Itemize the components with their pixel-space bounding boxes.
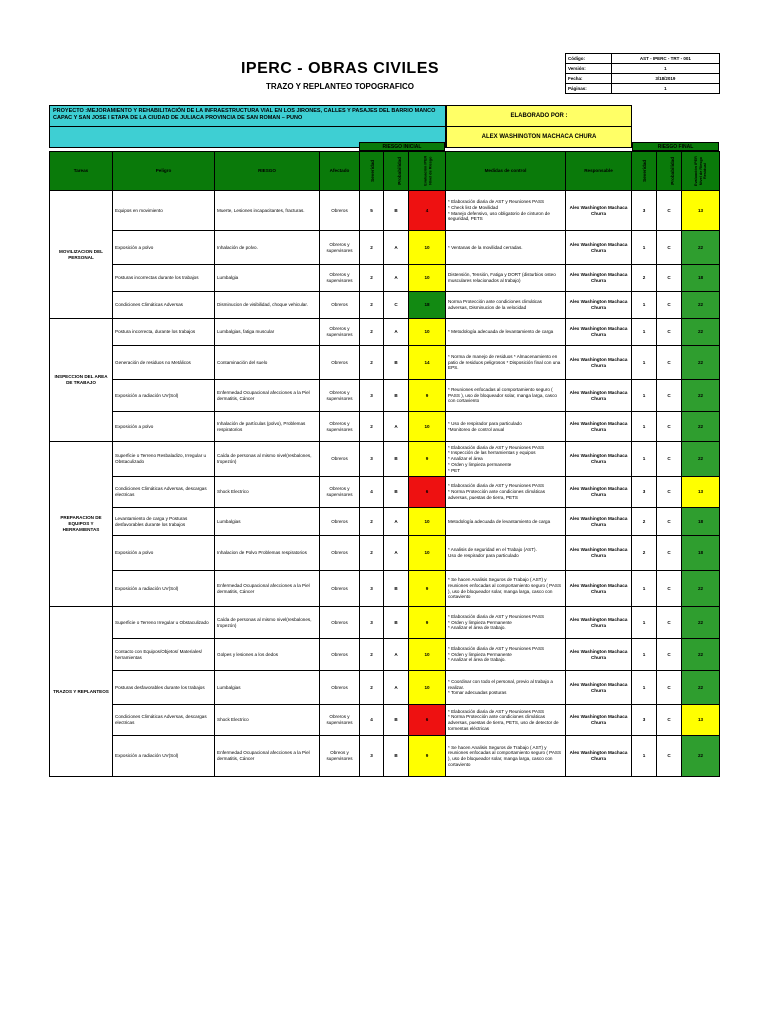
meta-label: Páginas:	[566, 84, 612, 94]
peligro-cell: Exposición a polvo	[113, 536, 215, 571]
riesgo-cell: Lumbalgias	[215, 508, 320, 536]
probabilidad-cell: C	[384, 292, 409, 319]
severidad-final-cell: 2	[632, 265, 657, 292]
severidad-cell: 2	[360, 292, 384, 319]
severidad-cell: 2	[360, 508, 384, 536]
col-probabilidad-final-label: Probabilidad	[670, 157, 676, 185]
peligro-cell: Superficie o Terreno Irregular u Obstaculizado	[113, 607, 215, 639]
medidas-cell: * Elaboración diaria de AST y Reuniones PASS * Orden y limpieza Permanente * Analizar el área de trabajo.	[446, 607, 566, 639]
col-nivel-final-label: Evaluación IPER Nivel de Riesgo Residual	[693, 156, 708, 186]
responsable-cell: Alex Washington Machaca Churra	[566, 191, 632, 231]
afectado-cell: Obreros	[320, 639, 360, 671]
probabilidad-final-cell: C	[657, 536, 682, 571]
table-row	[50, 607, 720, 639]
probabilidad-cell: A	[384, 265, 409, 292]
meta-row	[566, 64, 720, 74]
peligro-cell: Contacto con Equipos/Objetos/ Materiales/ herramientas	[113, 639, 215, 671]
table-row	[50, 265, 720, 292]
col-riesgo: RIESGO	[215, 152, 320, 191]
nivel-final-cell: 22	[682, 412, 720, 442]
nivel-cell: 9	[409, 736, 446, 777]
medidas-cell: * Uso de respirador para particulado *Monitoreo de control anual	[446, 412, 566, 442]
severidad-final-cell: 3	[632, 191, 657, 231]
riesgo-cell: Enfermedad Ocupacional afecciones a la Piel dermatitis, Cáncer	[215, 571, 320, 607]
peligro-cell: Posturas desfavorables durante los trabajos	[113, 671, 215, 705]
probabilidad-final-cell: C	[657, 292, 682, 319]
col-afectado: Afectado	[320, 152, 360, 191]
responsable-cell: Alex Washington Machaca Churra	[566, 442, 632, 477]
probabilidad-final-cell: C	[657, 265, 682, 292]
nivel-final-cell: 22	[682, 380, 720, 412]
meta-value: 1	[611, 64, 719, 74]
severidad-final-cell: 3	[632, 477, 657, 508]
peligro-cell: Generación de residuos no Metálicos	[113, 346, 215, 380]
riesgo-cell: Lumbalgias	[215, 671, 320, 705]
medidas-cell: * Norma de manejo de residuos * Almacenamiento en patio de residuos peligrosos * Disposición final con una EPS.	[446, 346, 566, 380]
severidad-cell: 3	[360, 571, 384, 607]
afectado-cell: Obreros	[320, 442, 360, 477]
elaborado-label: ELABORADO POR :	[446, 105, 632, 127]
probabilidad-final-cell: C	[657, 319, 682, 346]
severidad-cell: 2	[360, 412, 384, 442]
probabilidad-cell: A	[384, 671, 409, 705]
afectado-cell: Obreros y supervisores	[320, 231, 360, 265]
nivel-final-cell: 22	[682, 571, 720, 607]
peligro-cell: Condiciones Climáticas Adversas, descargas electricas	[113, 477, 215, 508]
afectado-cell: Obreros y supervisores	[320, 412, 360, 442]
nivel-cell: 9	[409, 607, 446, 639]
probabilidad-final-cell: C	[657, 412, 682, 442]
responsable-cell: Alex Washington Machaca Churra	[566, 292, 632, 319]
probabilidad-cell: B	[384, 191, 409, 231]
medidas-cell: * Elaboración diaria de AST y Reuniones PASS * Norma Protección ante condiciones climáticas adversas, puestas de tierra, PETS	[446, 477, 566, 508]
responsable-cell: Alex Washington Machaca Churra	[566, 231, 632, 265]
tarea-cell: MOVILIZACION DEL PERSONAL	[50, 191, 113, 319]
riesgo-final-header: RIESGO FINAL	[632, 142, 719, 151]
afectado-cell: Obreros	[320, 191, 360, 231]
severidad-cell: 4	[360, 477, 384, 508]
responsable-cell: Alex Washington Machaca Churra	[566, 319, 632, 346]
severidad-final-cell: 1	[632, 380, 657, 412]
medidas-cell: * Ventanas de la movilidad cerradas.	[446, 231, 566, 265]
meta-label: Código:	[566, 54, 612, 64]
severidad-final-cell: 1	[632, 571, 657, 607]
responsable-cell: Alex Washington Machaca Churra	[566, 508, 632, 536]
severidad-final-cell: 2	[632, 536, 657, 571]
afectado-cell: Obreros	[320, 671, 360, 705]
riesgo-cell: Shock Electrico	[215, 705, 320, 736]
probabilidad-cell: A	[384, 508, 409, 536]
probabilidad-final-cell: C	[657, 442, 682, 477]
peligro-cell: Postura incorrecta, durante los trabajos	[113, 319, 215, 346]
riesgo-cell: Muerte, Lesiones incapacitantes, fracturas.	[215, 191, 320, 231]
iperc-table	[49, 151, 720, 777]
tarea-cell: PREPARACION DE EQUIPOS Y HERRAMIENTAS	[50, 442, 113, 607]
severidad-final-cell: 1	[632, 607, 657, 639]
severidad-cell: 3	[360, 607, 384, 639]
meta-label: Fecha:	[566, 74, 612, 84]
probabilidad-cell: B	[384, 442, 409, 477]
riesgo-cell: Inhalacion de Polvo Problemas respiratorios	[215, 536, 320, 571]
nivel-final-cell: 13	[682, 191, 720, 231]
afectado-cell: Obreros	[320, 607, 360, 639]
medidas-cell: * Se hacen Analisis Seguros de Trabajo ( AST) y reuniones enfocadas al comportamiento seguro ( PASS ), uso de bloqueador solar, manga larga, casco con cortaviento	[446, 736, 566, 777]
responsable-cell: Alex Washington Machaca Churra	[566, 736, 632, 777]
nivel-cell: 10	[409, 231, 446, 265]
meta-row	[566, 54, 720, 64]
meta-label: Versión:	[566, 64, 612, 74]
col-severidad	[360, 152, 384, 191]
probabilidad-cell: A	[384, 639, 409, 671]
nivel-final-cell: 22	[682, 292, 720, 319]
riesgo-cell: Enfermedad Ocupacional afecciones a la Piel dermatitis, Cáncer	[215, 380, 320, 412]
nivel-final-cell: 13	[682, 477, 720, 508]
medidas-cell: Distensión, Tensión, Fatiga y DORT (disturbios osteo musculares relacionados al trabajo)	[446, 265, 566, 292]
nivel-final-cell: 22	[682, 639, 720, 671]
medidas-cell: * Metodología adecuada de levantamiento de carga	[446, 319, 566, 346]
peligro-cell: Condiciones Climáticas Adversas	[113, 292, 215, 319]
afectado-cell: Obreros y supervisores	[320, 477, 360, 508]
peligro-cell: Posturas incorrectas durante los trabajos	[113, 265, 215, 292]
col-probabilidad	[384, 152, 409, 191]
afectado-cell: Obreros y supervisores	[320, 265, 360, 292]
severidad-cell: 4	[360, 705, 384, 736]
col-severidad-final-label: Severidad	[642, 160, 648, 182]
probabilidad-cell: B	[384, 380, 409, 412]
probabilidad-cell: A	[384, 319, 409, 346]
medidas-cell: Metodología adecuada de levantamiento de carga	[446, 508, 566, 536]
nivel-final-cell: 18	[682, 508, 720, 536]
table-row	[50, 705, 720, 736]
probabilidad-cell: B	[384, 477, 409, 508]
peligro-cell: Exposición a radiación UV(Sol)	[113, 571, 215, 607]
responsable-cell: Alex Washington Machaca Churra	[566, 671, 632, 705]
afectado-cell: Obreros	[320, 571, 360, 607]
probabilidad-cell: B	[384, 607, 409, 639]
meta-value: 3/18/2019	[611, 74, 719, 84]
tarea-cell: INSPECCION DEL AREA DE TRABAJO	[50, 319, 113, 442]
tarea-cell: TRAZOS Y REPLANTEOS	[50, 607, 113, 777]
probabilidad-final-cell: C	[657, 191, 682, 231]
severidad-final-cell: 1	[632, 319, 657, 346]
probabilidad-final-cell: C	[657, 736, 682, 777]
table-body	[50, 191, 720, 777]
project-description: PROYECTO :MEJORAMIENTO Y REHABILITACIÓN DE LA INFRAESTRUCTURA VIAL EN LOS JIRONES, CALLES Y PASAJES DEL BARRIO MANCO CAPAC Y SAN JOSE I ETAPA DE LA CIUDAD DE JULIACA PROVINCIA DE SAN ROMAN – PUNO	[49, 105, 446, 127]
afectado-cell: Obreros y supervisores	[320, 319, 360, 346]
table-row	[50, 231, 720, 265]
afectado-cell: Obreros	[320, 536, 360, 571]
severidad-cell: 2	[360, 536, 384, 571]
nivel-final-cell: 22	[682, 319, 720, 346]
probabilidad-final-cell: C	[657, 705, 682, 736]
peligro-cell: Superficie o Terreno Resbaladizo, Irregular u Obstaculizado	[113, 442, 215, 477]
nivel-cell: 10	[409, 508, 446, 536]
nivel-cell: 10	[409, 265, 446, 292]
responsable-cell: Alex Washington Machaca Churra	[566, 571, 632, 607]
responsable-cell: Alex Washington Machaca Churra	[566, 536, 632, 571]
table-row	[50, 536, 720, 571]
responsable-cell: Alex Washington Machaca Churra	[566, 265, 632, 292]
probabilidad-final-cell: C	[657, 346, 682, 380]
medidas-cell: * Analisis de seguridad en el Trabajo (AST). Uso de respirador para particulado	[446, 536, 566, 571]
severidad-cell: 2	[360, 265, 384, 292]
severidad-cell: 2	[360, 671, 384, 705]
probabilidad-final-cell: C	[657, 231, 682, 265]
col-responsable: Responsable	[566, 152, 632, 191]
col-nivel-label: Evaluación IPER Nivel de Riesgo	[423, 156, 432, 186]
severidad-final-cell: 1	[632, 671, 657, 705]
responsable-cell: Alex Washington Machaca Churra	[566, 346, 632, 380]
table-row	[50, 639, 720, 671]
nivel-cell: 18	[409, 292, 446, 319]
col-probabilidad-label: Probabilidad	[397, 157, 403, 185]
riesgo-cell: Shock Electrico	[215, 477, 320, 508]
probabilidad-final-cell: C	[657, 477, 682, 508]
col-severidad-final	[632, 152, 657, 191]
medidas-cell: * Reuniones enfocadas al comportamiento seguro ( PASS ), uso de bloqueador solar, manga larga, casco con cortaviento	[446, 380, 566, 412]
peligro-cell: Exposición a radiación UV(Sol)	[113, 736, 215, 777]
meta-value: 1	[611, 84, 719, 94]
elaborado-por: ALEX WASHINGTON MACHACA CHURA	[446, 127, 632, 148]
medidas-cell: Norma Protección ante condiciones climáticas adversas, Disminucion de la velocidad	[446, 292, 566, 319]
col-nivel-final	[682, 152, 720, 191]
severidad-final-cell: 1	[632, 346, 657, 380]
nivel-cell: 9	[409, 442, 446, 477]
severidad-cell: 3	[360, 442, 384, 477]
col-tarea: Tareas	[50, 152, 113, 191]
severidad-cell: 2	[360, 231, 384, 265]
afectado-cell: Obreos y supervisores	[320, 736, 360, 777]
col-peligro: Peligro	[113, 152, 215, 191]
table-row	[50, 319, 720, 346]
nivel-cell: 14	[409, 346, 446, 380]
probabilidad-final-cell: C	[657, 380, 682, 412]
responsable-cell: Alex Washington Machaca Churra	[566, 639, 632, 671]
riesgo-cell: Inhalación de polvo.	[215, 231, 320, 265]
medidas-cell: * Elaboración diaria de AST y Reuniones PASS * Check list de Movilidad * Manejo defensivo, uso obligatorio de cinturon de seguridad, PETS	[446, 191, 566, 231]
nivel-cell: 4	[409, 191, 446, 231]
medidas-cell: * Elaboración diaria de AST y Reuniones PASS * Orden y limpieza Permanente * Analizar el área de trabajo.	[446, 639, 566, 671]
responsable-cell: Alex Washington Machaca Churra	[566, 607, 632, 639]
severidad-cell: 2	[360, 346, 384, 380]
severidad-cell: 3	[360, 736, 384, 777]
col-medidas: Medidas de control	[446, 152, 566, 191]
nivel-final-cell: 22	[682, 231, 720, 265]
severidad-cell: 2	[360, 319, 384, 346]
riesgo-cell: Lumbalgia	[215, 265, 320, 292]
table-row	[50, 412, 720, 442]
peligro-cell: Exposición a radiación UV(Sol)	[113, 380, 215, 412]
col-nivel	[409, 152, 446, 191]
nivel-final-cell: 22	[682, 671, 720, 705]
afectado-cell: Obreros y supervisores	[320, 705, 360, 736]
severidad-final-cell: 1	[632, 442, 657, 477]
probabilidad-cell: B	[384, 705, 409, 736]
nivel-cell: 9	[409, 571, 446, 607]
probabilidad-final-cell: C	[657, 508, 682, 536]
table-row	[50, 380, 720, 412]
medidas-cell: * Se hacen Analisis Seguros de Trabajo ( AST) y reuniones enfocadas al comportamiento seguro ( PASS ), uso de bloqueador solar, manga larga, casco con cortaviento	[446, 571, 566, 607]
responsable-cell: Alex Washington Machaca Churra	[566, 705, 632, 736]
probabilidad-cell: B	[384, 346, 409, 380]
severidad-final-cell: 3	[632, 705, 657, 736]
nivel-cell: 6	[409, 477, 446, 508]
nivel-final-cell: 22	[682, 442, 720, 477]
riesgo-inicial-header: RIESGO INICIAL	[359, 142, 445, 151]
nivel-final-cell: 22	[682, 736, 720, 777]
table-row	[50, 477, 720, 508]
severidad-final-cell: 1	[632, 292, 657, 319]
severidad-final-cell: 1	[632, 639, 657, 671]
peligro-cell: Levantamiento de carga y Posturas desfavorables durante los trabajos	[113, 508, 215, 536]
page-title: IPERC - OBRAS CIVILES	[240, 60, 440, 77]
nivel-cell: 10	[409, 319, 446, 346]
nivel-cell: 9	[409, 380, 446, 412]
severidad-final-cell: 1	[632, 736, 657, 777]
table-row	[50, 442, 720, 477]
afectado-cell: Obreros	[320, 346, 360, 380]
meta-value: AST - IPERC - TRT - 001	[611, 54, 719, 64]
riesgo-cell: Disminucion de visibilidad, choque vehicular.	[215, 292, 320, 319]
nivel-final-cell: 18	[682, 536, 720, 571]
nivel-final-cell: 13	[682, 705, 720, 736]
afectado-cell: Obreros	[320, 508, 360, 536]
nivel-cell: 10	[409, 671, 446, 705]
riesgo-cell: Inhalación de partículas (polvo), Problemas respiratorios	[215, 412, 320, 442]
probabilidad-final-cell: C	[657, 607, 682, 639]
riesgo-cell: Golpes y lesiones a los dedos	[215, 639, 320, 671]
peligro-cell: Equipos en movimiento	[113, 191, 215, 231]
meta-row	[566, 74, 720, 84]
nivel-cell: 10	[409, 412, 446, 442]
document-meta-table	[565, 53, 720, 94]
riesgo-cell: Lumbalgias, fatiga muscular	[215, 319, 320, 346]
probabilidad-cell: B	[384, 736, 409, 777]
probabilidad-final-cell: C	[657, 671, 682, 705]
severidad-final-cell: 1	[632, 412, 657, 442]
nivel-cell: 10	[409, 639, 446, 671]
severidad-cell: 5	[360, 191, 384, 231]
medidas-cell: * Elaboración diaria de AST y Reuniones PASS * Norma Protección ante condiciones climáticas adversas, puestas de tierra, PETS, uso de detector de tormentas eléctricas	[446, 705, 566, 736]
peligro-cell: Exposición a polvo	[113, 412, 215, 442]
responsable-cell: Alex Washington Machaca Churra	[566, 477, 632, 508]
riesgo-cell: Contaminación del suelo	[215, 346, 320, 380]
table-row	[50, 671, 720, 705]
afectado-cell: Obreros	[320, 292, 360, 319]
probabilidad-cell: A	[384, 536, 409, 571]
riesgo-cell: Enfermedad Ocupacional afecciones a la Piel dermatitis, Cáncer	[215, 736, 320, 777]
table-row	[50, 292, 720, 319]
table-row	[50, 571, 720, 607]
nivel-final-cell: 22	[682, 346, 720, 380]
medidas-cell: * Coordinar con todo el personal, previo al trabajo a realizar. * Tomar adecuadas posturas	[446, 671, 566, 705]
page-subtitle: TRAZO Y REPLANTEO TOPOGRAFICO	[265, 82, 414, 91]
probabilidad-cell: A	[384, 412, 409, 442]
afectado-cell: Obreros y supervisores	[320, 380, 360, 412]
responsable-cell: Alex Washington Machaca Churra	[566, 380, 632, 412]
meta-row	[566, 84, 720, 94]
nivel-final-cell: 18	[682, 265, 720, 292]
riesgo-cell: Caída de personas al mismo nivel(resbalones, tropezón)	[215, 607, 320, 639]
severidad-final-cell: 1	[632, 231, 657, 265]
peligro-cell: Exposición a polvo	[113, 231, 215, 265]
table-row	[50, 346, 720, 380]
medidas-cell: * Elaboración diaria de AST y Reuniones PASS * Inspección de las herramientas y equipos * Analizar el área * Orden y limpieza permanente * PET	[446, 442, 566, 477]
probabilidad-cell: B	[384, 571, 409, 607]
riesgo-cell: Caída de personas al mismo nivel(resbalones, tropezón)	[215, 442, 320, 477]
col-probabilidad-final	[657, 152, 682, 191]
severidad-cell: 2	[360, 639, 384, 671]
responsable-cell: Alex Washington Machaca Churra	[566, 412, 632, 442]
table-row	[50, 508, 720, 536]
table-header-row	[50, 152, 720, 191]
nivel-cell: 6	[409, 705, 446, 736]
table-row	[50, 736, 720, 777]
table-row	[50, 191, 720, 231]
nivel-final-cell: 22	[682, 607, 720, 639]
nivel-cell: 10	[409, 536, 446, 571]
severidad-cell: 3	[360, 380, 384, 412]
probabilidad-final-cell: C	[657, 571, 682, 607]
peligro-cell: Condiciones Climáticas Adversas, descargas electricas	[113, 705, 215, 736]
probabilidad-cell: A	[384, 231, 409, 265]
severidad-final-cell: 2	[632, 508, 657, 536]
probabilidad-final-cell: C	[657, 639, 682, 671]
col-severidad-label: Severidad	[370, 160, 376, 182]
